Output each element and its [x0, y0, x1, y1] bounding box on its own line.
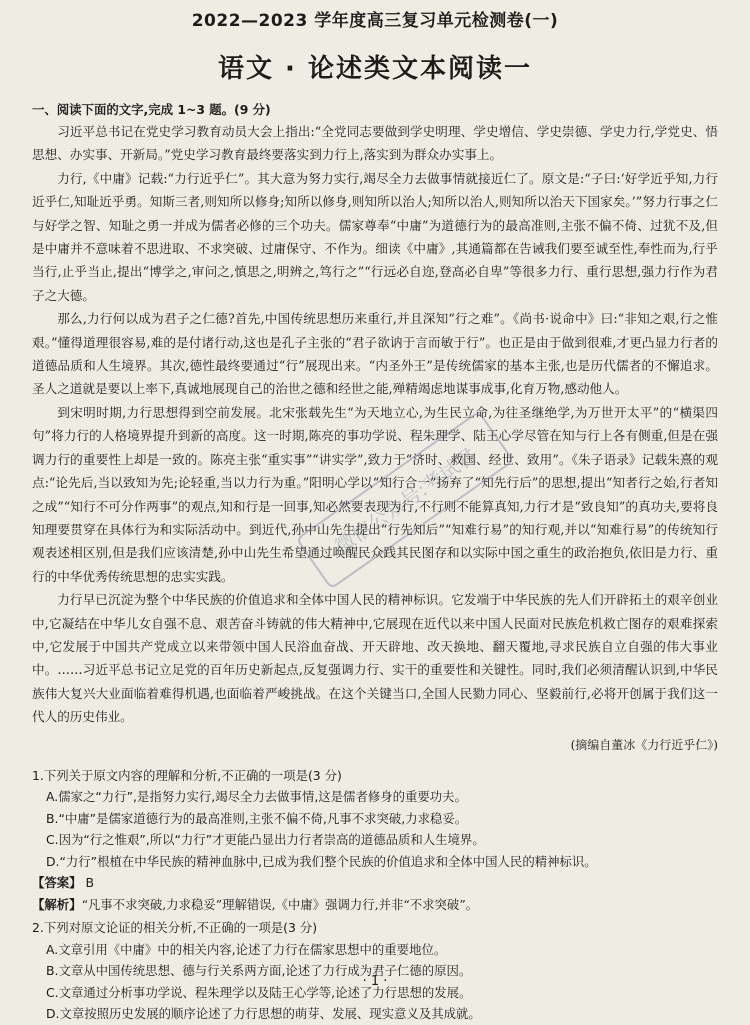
passage-paragraph-1: 习近平总书记在党史学习教育动员大会上指出:“全党同志要做到学史明理、学史增信、学史崇德、学史力行,学党史、悟思想、办实事、开新局。”党史学习教育最终要落实到力行上,落实到为群众办实事上。 — [32, 124, 718, 163]
question-1-stem: 1.下列关于原文内容的理解和分析,不正确的一项是(3 分) — [32, 767, 342, 783]
content-area — [32, 100, 718, 1025]
question-2-option-d: D.文章按照历史发展的顺序论述了力行思想的萌芽、发展、现实意义及其成就。 — [46, 1006, 481, 1022]
explanation-text: “凡事不求突破,力求稳妥”理解错误,《中庸》强调力行,并非“不求突破”。 — [81, 896, 479, 912]
passage-paragraph-2: 力行,《中庸》记载:“力行近乎仁”。其大意为努力实行,竭尽全力去做事情就接近仁了。原文是:“子曰:‘好学近乎知,力行近乎仁,知耻近乎勇。知斯三者,则知所以修身;知所以修身,则知所以治人;知所以治人,则知所以治天下国家矣。’”努力行事之仁与好学之智、知耻之勇一并成为儒者必修的三个功夫。儒家尊奉“中庸”为道德行为的最高准则,主张不偏不倚、过犹不及,但是中庸并不意味着不思进取、不求突破、过庸保守、不作为。细读《中庸》,其通篇都在告诫我们要至诚至性,奉性而为,行乎当行,止乎当止,提出“博学之,审问之,慎思之,明辨之,笃行之”“行远必自迩,登高必自卑”等很多力行、重行思想,强力行作为君子之大德。 — [32, 170, 718, 303]
passage-paragraph-3: 那么,力行何以成为君子之仁德?首先,中国传统思想历来重行,并且深知“行之难”。《尚书·说命中》曰:“非知之艰,行之惟艰。”懂得道理很容易,难的是付诸行动,这也是孔子主张的“君子欲讷于言而敏于行”。也正是由于做到很难,才更凸显力行者的道德品质和人生境界。其次,德性最终要通过“行”展现出来。“内圣外王”是传统儒家的基本主张,也是历代儒者的不懈追求。圣人之道就是要以上率下,真诚地展现自己的治世之德和经世之能,殚精竭虑地谋事成事,化育万物,感动他人。 — [32, 311, 718, 397]
question-1 — [32, 765, 718, 916]
question-1-explanation — [32, 894, 718, 916]
question-1-answer — [32, 872, 718, 894]
answer-value: B — [85, 875, 95, 891]
passage-paragraph-5: 力行早已沉淀为整个中华民族的价值追求和全体中国人民的精神标识。它发端于中华民族的先人们开辟拓土的艰辛创业中,它凝结在中华儿女自强不息、艰苦奋斗铸就的伟大精神中,它展现在近代以来中国人民面对民族危机救亡图存的艰难探索中,它发展于中国共产党成立以来带领中国人民浴血奋战、开天辟地、改天换地、翻天覆地,寻求民族自立自强的伟大事业中。……习近平总书记立足党的百年历史新起点,反复强调力行、实干的重要性和关键性。同时,我们必须清醒认识到,中华民族伟大复兴大业面临着难得机遇,也面临着严峻挑战。在这个关键当口,全国人民勠力同心、坚毅前行,必将开创属于我们这一代人的历史伟业。 — [32, 592, 718, 725]
question-2-stem: 2.下列对原文论证的相关分析,不正确的一项是(3 分) — [32, 920, 318, 936]
question-2-option-c: C.文章通过分析事功学说、程朱理学以及陆王心学等,论述了力行思想的发展。 — [46, 984, 472, 1000]
question-2 — [32, 917, 718, 1025]
question-2-option-a: A.文章引用《中庸》中的相关内容,论述了力行在儒家思想中的重要地位。 — [46, 941, 447, 957]
question-1-option-d: D.“力行”根植在中华民族的精神血脉中,已成为我们整个民族的价值追求和全体中国人民的精神标识。 — [46, 853, 597, 869]
exam-header: 2022—2023 学年度高三复习单元检测卷(一) — [191, 11, 559, 31]
watermark-text: 微信公众号:考试君 — [330, 443, 481, 559]
answer-label: 【答案】 — [32, 875, 82, 891]
explanation-label: 【解析】 — [32, 896, 82, 912]
question-2-option-b: B.文章从中国传统思想、德与行关系两方面,论述了力行成为君子仁德的原因。 — [46, 963, 472, 979]
reading-instruction: 一、阅读下面的文字,完成 1~3 题。(9 分) — [32, 102, 271, 117]
passage-source: (摘编自董冰《力行近乎仁》) — [570, 737, 718, 752]
question-1-option-b: B.“中庸”是儒家道德行为的最高准则,主张不偏不倚,凡事不求突破,力求稳妥。 — [46, 810, 468, 826]
question-1-option-c: C.因为“行之惟艰”,所以“力行”才更能凸显出力行者崇高的道德品质和人生境界。 — [46, 832, 485, 848]
passage-paragraph-4: 到宋明时期,力行思想得到空前发展。北宋张载先生“为天地立心,为生民立命,为往圣继绝学,为万世开太平”的“横渠四句”将力行的人格境界提升到新的高度。这一时期,陈亮的事功学说、程朱理学、陆王心学尽管在知与行上各有侧重,但是在强调力行的重要性上却是一致的。陈亮主张“重实事”“讲实学”,致力于“济时、救国、经世、致用”。《朱子语录》记载朱熹的观点:“论先后,当以致知为先;论轻重,当以力行为重。”阳明心学以“知行合一”扬弃了“知先行后”的思想,提出“知者行之始,行者知之成”“知行不可分作两事”的观点,知和行是一回事,知必然要表现为行,不行则不能算真知,力行才是“致良知”的真功夫,要将良知理要贯穿在具体行为和实际活动中。到近代,孙中山先生提出“行先知后”“知难行易”的知行观,并以“知难行易”的传统知行观表述相区别,但是我们应该清楚,孙中山先生希望通过唤醒民众践其民图存和以实际中国之重生的政治抱负,依旧是力行、重行的中华优秀传统思想的忠实实践。 — [32, 404, 718, 584]
page-number: · 1 · — [362, 974, 388, 989]
question-1-option-a: A.儒家之“力行”,是指努力实行,竭尽全力去做事情,这是儒者修身的重要功夫。 — [46, 789, 467, 805]
section-title: 语文 · 论述类文本阅读一 — [218, 54, 532, 84]
